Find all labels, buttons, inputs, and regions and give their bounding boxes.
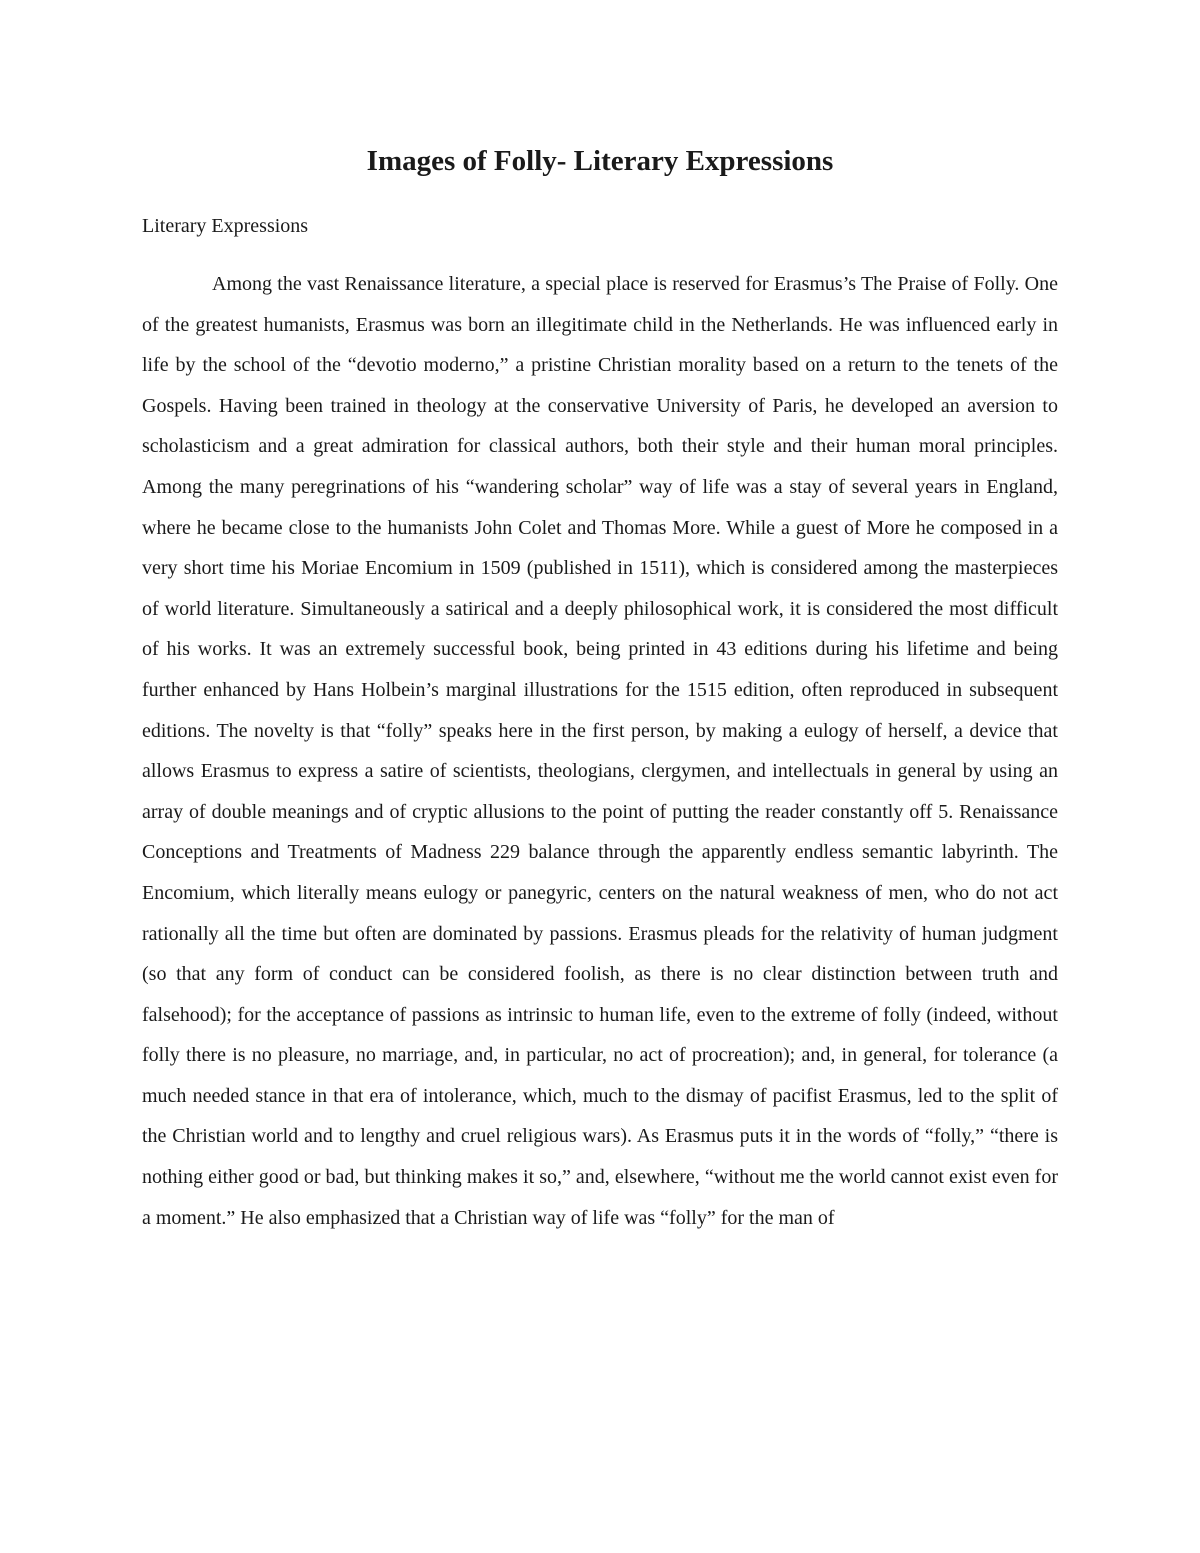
section-heading: Literary Expressions (142, 215, 309, 237)
body-paragraph: Among the vast Renaissance literature, a special place is reserved for Erasmus’s The Praise of Folly. One of the greatest humanists, Erasmus was born an illegitimate child in the Netherlands. He was influenced early in life by the school of the “devotio moderno,” a pristine Christian morality based on a return to the tenets of the Gospels. Having been trained in theology at the conservative University of Paris, he developed an aversion to scholasticism and a great admiration for classical authors, both their style and their human moral principles. Among the many peregrinations of his “wandering scholar” way of life was a stay of several years in England, where he became close to the humanists John Colet and Thomas More. While a guest of More he composed in a very short time his Moriae Encomium in 1509 (published in 1511), which is considered among the masterpieces of world literature. Simultaneously a satirical and a deeply philosophical work, it is considered the most difficult of his works. It was an extremely successful book, being printed in 43 editions during his lifetime and being further enhanced by Hans Holbein’s marginal illustrations for the 1515 edition, often reproduced in subsequent editions. The novelty is that “folly” speaks here in the first person, by making a eulogy of herself, a device that allows Erasmus to express a satire of scientists, theologians, clergymen, and intellectuals in general by using an array of double meanings and of cryptic allusions to the point of putting the reader constantly off 5. Renaissance Conceptions and Treatments of Madness 229 balance through the apparently endless semantic labyrinth. The Encomium, which literally means eulogy or panegyric, centers on the natural weakness of men, who do not act rationally all the time but often are dominated by passions. Erasmus pleads for the relativity of human judgment (so that any form of conduct can be considered foolish, as there is no clear distinction between truth and falsehood); for the acceptance of passions as intrinsic to human life, even to the extreme of folly (indeed, without folly there is no pleasure, no marriage, and, in particular, no act of procreation); and, in general, for tolerance (a much needed stance in that era of intolerance, which, much to the dismay of pacifist Erasmus, led to the split of the Christian world and to lengthy and cruel religious wars). As Erasmus puts it in the words of “folly,” “there is nothing either good or bad, but thinking makes it so,” and, elsewhere, “without me the world cannot exist even for a moment.” He also emphasized that a Christian way of life was “folly” for the man of (142, 273, 1058, 1229)
document-title: Images of Folly- Literary Expressions (366, 145, 834, 177)
